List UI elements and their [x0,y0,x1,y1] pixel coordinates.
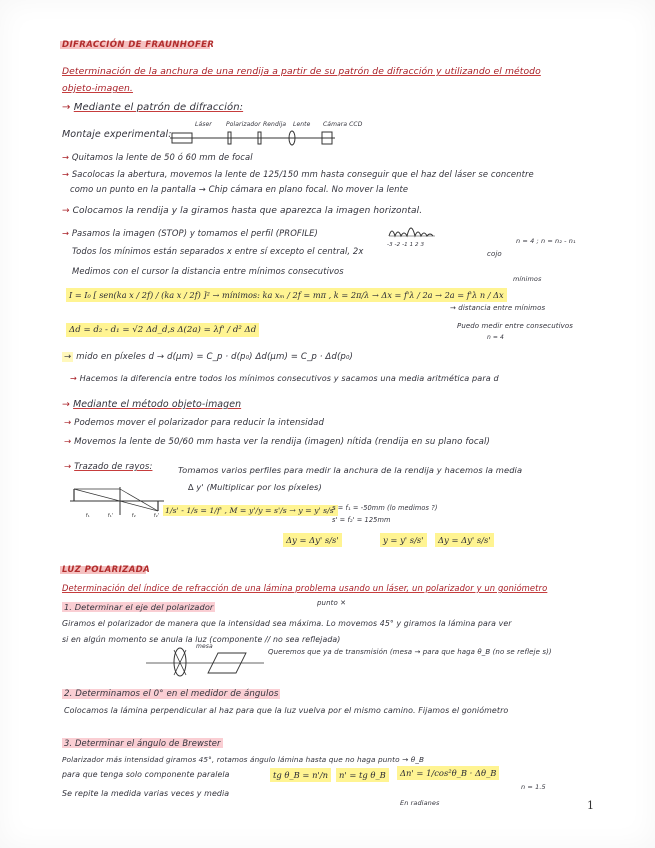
step3-line2: para que tenga solo componente paralela [62,770,230,779]
step1-note-punto: punto ✕ [317,599,347,607]
label-mesa: mesa [196,643,213,650]
method2-title: → Mediante el método objeto-imagen [62,399,242,410]
step1-title: 1. Determinar el eje del polarizador [64,602,214,612]
side-note-n: n = 4 ; n = n₂ - n₁ [516,237,576,245]
section1-subtitle-line1: Determinación de la anchura de una rendija a partir de su patrón de difracción y utilizando el método [62,66,541,77]
setup-label-rendija: Rendija [263,121,287,128]
step3-line1: Polarizador más intensidad giramos 45°, rotamos ángulo lámina hasta que no haga punto → θ_B [62,755,425,764]
formula-intensity: I = I₀ [ sen(ka x / 2f) / (ka x / 2f) ]² → mínimos: ka xₘ / 2f = mπ , k = 2π/λ → Δx = f'λ / 2a → 2a = f'λ n / Δx [66,290,507,300]
line-todos-minimos: Todos los mínimos están separados x entre sí excepto el central, 2x [72,246,364,256]
page-number: 1 [587,799,594,812]
profile-sketch [389,222,439,244]
step2-title: 2. Determinamos el 0° en el medidor de ángulos [64,689,279,699]
line-colocamos: → Colocamos la rendija y la giramos hasta que aparezca la imagen horizontal. [62,206,423,216]
trazado-label: → Trazado de rayos: [64,462,153,472]
trazado-note-line1: Tomamos varios perfiles para medir la anchura de la rendija y hacemos la media [178,465,523,475]
line-hacemos-diferencia: → Hacemos la diferencia entre todos los mínimos consecutivos y sacamos una media aritmética para d [70,373,499,383]
setup-label-lente: Lente [293,121,311,128]
label-n-equals: n = 4 [487,334,504,341]
line-punto-pantalla: como un punto en la pantalla → Chip cámara en plano focal. No mover la lente [70,184,409,194]
method2-line2: → Movemos la lente de 50/60 mm hasta ver la rendija (imagen) nítida (rendija en su plano focal) [64,437,490,447]
line-mido-pixeles: → mido en píxeles d → d(μm) = C_p · d(p₀) Δd(μm) = C_p · Δd(p₀) [64,352,353,362]
dn-equation: Δn' = 1/cos²θ_B · Δθ_B [397,768,499,778]
setup-label-polarizador: Polarizador [226,121,261,128]
line-sacamos: → Sacolocas la abertura, movemos la lente de 125/150 mm hasta conseguir que el haz del láser se concentre [62,169,534,179]
svg-text:f₁': f₁' [108,513,114,519]
svg-text:f₂': f₂' [154,513,160,519]
setup-label-laser: Láser [195,121,212,128]
step2-line1: Colocamos la lámina perpendicular al haz para que la luz vuelva por el mismo camino. Fijamos el goniómetro [64,706,509,715]
side-note-cojo: cojo [487,250,502,258]
polarizer-sketch [146,645,266,679]
profile-ticks: -3 -2 -1 1 2 3 [387,242,425,248]
step3-title: 3. Determinar el ángulo de Brewster [64,738,221,748]
montaje-label: Montaje experimental: [62,129,172,140]
section2-subtitle: Determinación del índice de refracción de una lámina problema usando un láser, un polarizador y un goniómetro [62,583,548,593]
trazado-note-line2: ∆ y' (Multiplicar por los píxeles) [188,482,322,492]
label-n-value: n = 1.5 [521,783,546,791]
label-puedo-medir: Puedo medir entre consecutivos [457,322,573,330]
label-minimos: mínimos [513,275,542,283]
label-en-radianes: En radianes [400,799,440,807]
section2-title: LUZ POLARIZADA [62,565,151,575]
setup-label-camara: Cámara CCD [323,121,363,128]
focal-values-2: s' = f₂' = 125mm [332,516,391,524]
n-equation: n' = tg θ_B [336,770,389,780]
line-pasamos: → Pasamos la imagen (STOP) y tomamos el perfil (PROFILE) [62,228,318,238]
section1-title: DIFRACCIÓN DE FRAUNHOFER [62,40,215,50]
method1-title: → Mediante el patrón de difracción: [62,102,244,113]
svg-text:f₂: f₂ [132,513,136,519]
step1-line1: Giramos el polarizador de manera que la intensidad sea máxima. Lo movemos 45° y giramos la lámina para ver [62,619,512,628]
step1-line3: Queremos que ya de transmisión (mesa → para que haga θ_B (no se refleje s)) [268,648,552,656]
focal-values-1: s = f₁ = -50mm (lo medimos ?) [332,504,438,512]
label-distancia-minimos: → distancia entre mínimos [450,304,546,312]
lens-equation: 1/s' - 1/s = 1/f' , M = y'/y = s'/s → y = y' s/s' [165,506,336,515]
brewster-equation: tg θ_B = n'/n [270,770,331,780]
line-medimos-cursor: Medimos con el cursor la distancia entre mínimos consecutivos [72,266,344,276]
svg-text:f₁: f₁ [86,513,90,519]
y-error-box: Δy = Δy' s/s' [435,535,494,545]
section1-subtitle-line2: objeto-imagen. [62,83,133,94]
method2-line1: → Podemos mover el polarizador para reducir la intensidad [64,418,325,428]
step1-line2: si en algún momento se anula la luz (componente // no sea reflejada) [62,635,341,644]
y-equation: y = y' s/s' [380,535,427,545]
line-quitamos: → Quitamos la lente de 50 ó 60 mm de focal [62,152,253,162]
formula-error: Δd = d₂ - d₁ = √2 Δd_d,s Δ(2a) = λf' / d² Δd [66,325,259,335]
step3-line3: Se repite la medida varias veces y media [62,789,230,798]
error-y-formula: Δy = Δy' s/s' [283,535,342,545]
ray-tracing-diagram [68,483,168,519]
